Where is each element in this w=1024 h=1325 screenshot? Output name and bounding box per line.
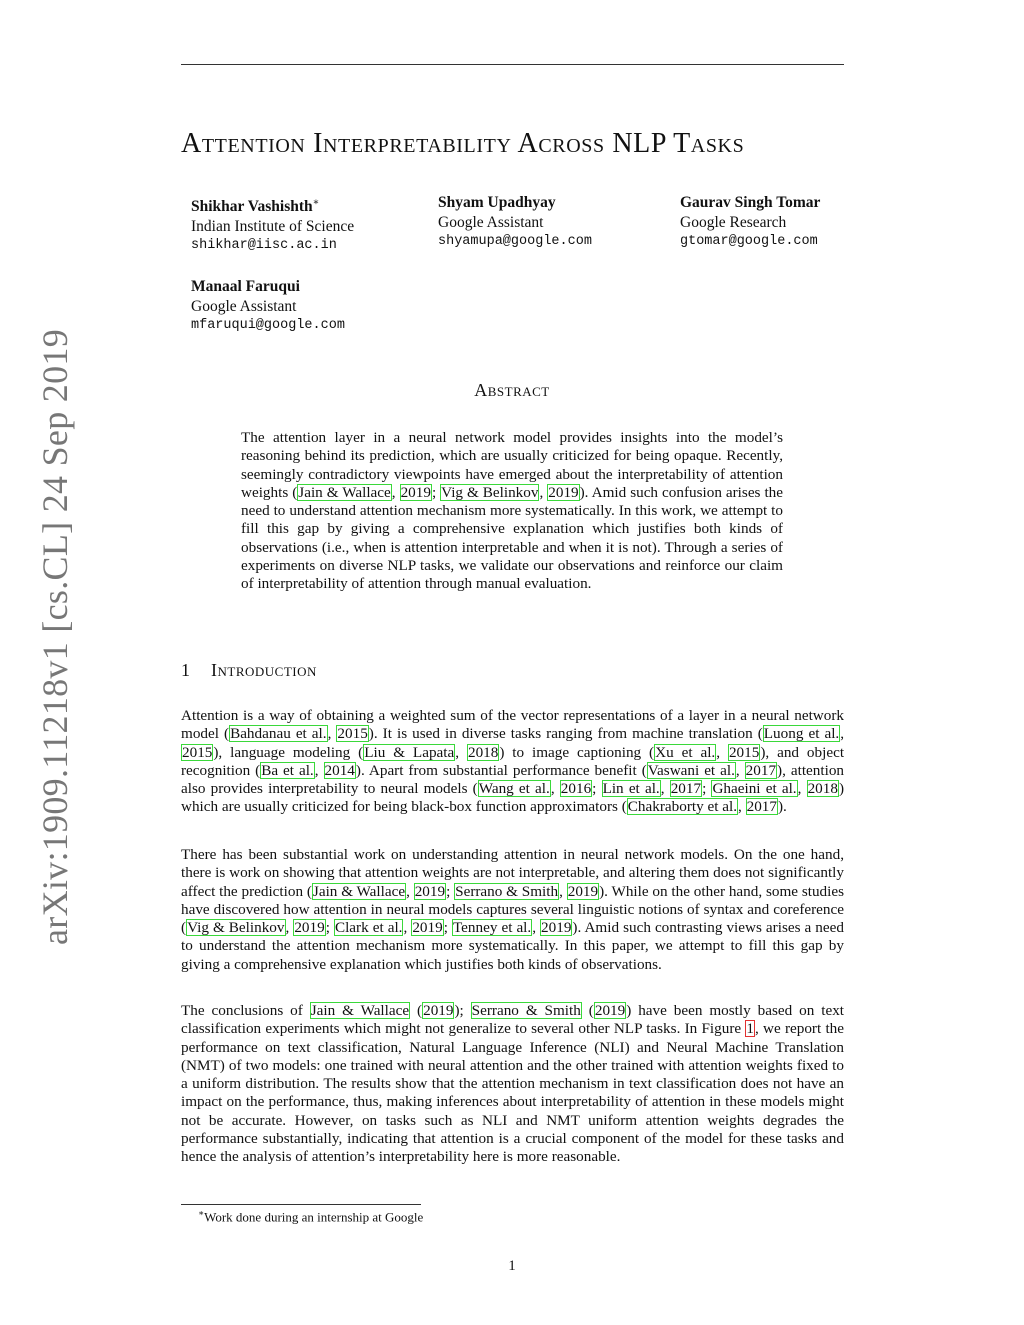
arxiv-stamp[interactable]: arXiv:1909.11218v1 [cs.CL] 24 Sep 2019 <box>35 329 75 945</box>
author-block <box>438 193 592 252</box>
top-rule <box>181 64 844 65</box>
author-name: Shikhar Vashishth∗ <box>191 197 320 216</box>
citation-link[interactable]: 2018 <box>467 743 499 761</box>
author-block <box>191 193 354 256</box>
author-affiliation: Google Assistant <box>438 213 544 231</box>
author-email[interactable]: shikhar@iisc.ac.in <box>191 238 337 254</box>
citation-link[interactable]: Jain & Wallace <box>310 1002 410 1019</box>
page-number: 1 <box>508 1258 516 1274</box>
citation-link[interactable]: 2015 <box>728 743 760 761</box>
author-block <box>680 193 820 252</box>
citation-link[interactable]: 2019 <box>541 919 572 937</box>
citation-link[interactable]: 2016 <box>560 780 592 798</box>
author-block <box>191 277 345 336</box>
citation-link[interactable]: Chakraborty et al. <box>627 798 738 816</box>
author-affiliation: Google Assistant <box>191 297 297 315</box>
citation-link[interactable]: Bahdanau et al. <box>230 725 327 743</box>
author-name: Shyam Upadhyay <box>438 194 556 211</box>
citation-link[interactable]: 2019 <box>294 919 325 937</box>
author-name: Manaal Faruqui <box>191 278 300 295</box>
citation-link[interactable]: 2017 <box>670 780 702 798</box>
author-affiliation: Google Research <box>680 213 787 231</box>
citation-link[interactable]: Serrano & Smith <box>455 882 559 900</box>
author-name: Gaurav Singh Tomar <box>680 194 821 211</box>
citation-link[interactable]: Vaswani et al. <box>647 761 735 779</box>
citation-link[interactable]: 2017 <box>745 761 777 779</box>
author-email[interactable]: shyamupa@google.com <box>438 234 592 249</box>
citation-link[interactable]: Ba et al. <box>261 761 314 779</box>
citation-link[interactable]: 2019 <box>548 483 579 501</box>
citation-link[interactable]: 2015 <box>182 743 213 761</box>
abstract-heading: Abstract <box>474 380 550 400</box>
citation-link[interactable]: 2019 <box>594 1002 626 1019</box>
citation-link[interactable]: 2019 <box>414 882 446 900</box>
intro-paragraph-3: The conclusions of Jain & Wallace (2019); Serrano & Smith (2019) have been mostly based on text classification experiments which might not generalize to several other NLP tasks. In Figure 1, we report the performance on text classification, Natural Language Inference (NLI) and Neural Machine Translation (NMT) of two models: one trained with neural attention and the other trained with attention weights fixed to a uniform distribution. The results show that the attention mechanism in text classification does not have an impact on the performance, thus, making inferences about interpretability of attention in these models might not be accurate. However, on tasks such as NLI and NMT uniform attention weights degrades the performance substantially, indicating that attention is a crucial component of the model for these tasks and hence the analysis of attention’s interpretability here is more reasonable. <box>181 1002 845 1166</box>
citation-link[interactable]: Luong et al. <box>763 725 840 743</box>
citation-link[interactable]: 2014 <box>324 761 355 779</box>
author-affiliation: Indian Institute of Science <box>191 217 355 235</box>
citation-link[interactable]: Wang et al. <box>478 780 550 798</box>
citation-link[interactable]: Xu et al. <box>655 743 716 761</box>
section-heading: 1 Introduction <box>181 660 317 680</box>
abstract-text: The attention layer in a neural network model provides insights into the model’s reasoning behind its prediction, which are usually criticized for being opaque. Recently, seemingly contradictory viewpoints have emerged about the interpretability of attention weights (Jain & Wallace, 2019; Vig & Belinkov, 2019). Amid such confusion arises the need to understand attention mechanism more systematically. In this work, we attempt to fill this gap by giving a comprehensive explanation which justifies both kinds of observations (i.e., when is attention interpretable and when it is not). Through a series of experiments on diverse NLP tasks, we validate our observations and reinforce our claim of interpretability of attention through manual evaluation. <box>241 429 783 593</box>
citation-link[interactable]: 2017 <box>746 798 777 816</box>
citation-link[interactable]: 2019 <box>400 483 431 501</box>
citation-link[interactable]: Vig & Belinkov <box>187 919 285 937</box>
citation-link[interactable]: Clark et al. <box>334 919 403 937</box>
citation-link[interactable]: 2019 <box>423 1002 454 1019</box>
citation-link[interactable]: 2015 <box>337 725 368 743</box>
citation-link[interactable]: Jain & Wallace <box>298 483 391 501</box>
footnote: ∗Work done during an internship at Google <box>198 1208 424 1225</box>
citation-link[interactable]: 2019 <box>412 919 443 937</box>
footnote-rule <box>181 1204 421 1205</box>
author-email[interactable]: mfaruqui@google.com <box>191 318 345 333</box>
citation-link[interactable]: Tenney et al. <box>452 919 532 937</box>
citation-link[interactable]: Vig & Belinkov <box>441 483 539 501</box>
figure-reference-link[interactable]: 1 <box>746 1020 754 1038</box>
paper-title: Attention Interpretability Across NLP Tasks <box>181 128 745 159</box>
citation-link[interactable]: Ghaeini et al. <box>712 780 797 798</box>
citation-link[interactable]: Serrano & Smith <box>471 1002 581 1019</box>
citation-link[interactable]: Jain & Wallace <box>312 882 406 900</box>
intro-paragraph-1: Attention is a way of obtaining a weighted sum of the vector representations of a layer in a neural network model (Bahdanau et al., 2015). It is used in diverse tasks ranging from machine translation (Luong et al., 2015), language modeling (Liu & Lapata, 2018) to image captioning (Xu et al., 2015), and object recognition (Ba et al., 2014). Apart from substantial performance benefit (Vaswani et al., 2017), attention also provides interpretability to neural models (Wang et al., 2016; Lin et al., 2017; Ghaeini et al., 2018) which are usually criticized for being black-box function approximators (Chakraborty et al., 2017). <box>181 707 845 816</box>
citation-link[interactable]: 2019 <box>567 882 599 900</box>
citation-link[interactable]: Liu & Lapata <box>364 743 455 761</box>
intro-paragraph-2: There has been substantial work on understanding attention in neural network models. On the one hand, there is work on showing that attention weights are not interpretable, and altering them does not significantly affect the prediction (Jain & Wallace, 2019; Serrano & Smith, 2019). While on the other hand, some studies have discovered how attention in neural models captures several linguistic notions of syntax and coreference (Vig & Belinkov, 2019; Clark et al., 2019; Tenney et al., 2019). Amid such contrasting views arises a need to understand the attention mechanism more systematically. In this paper, we attempt to fill this gap by giving a comprehensive explanation which justifies both kinds of observations. <box>181 846 845 973</box>
citation-link[interactable]: 2018 <box>807 780 838 798</box>
citation-link[interactable]: Lin et al. <box>602 780 660 798</box>
author-email[interactable]: gtomar@google.com <box>680 234 818 249</box>
